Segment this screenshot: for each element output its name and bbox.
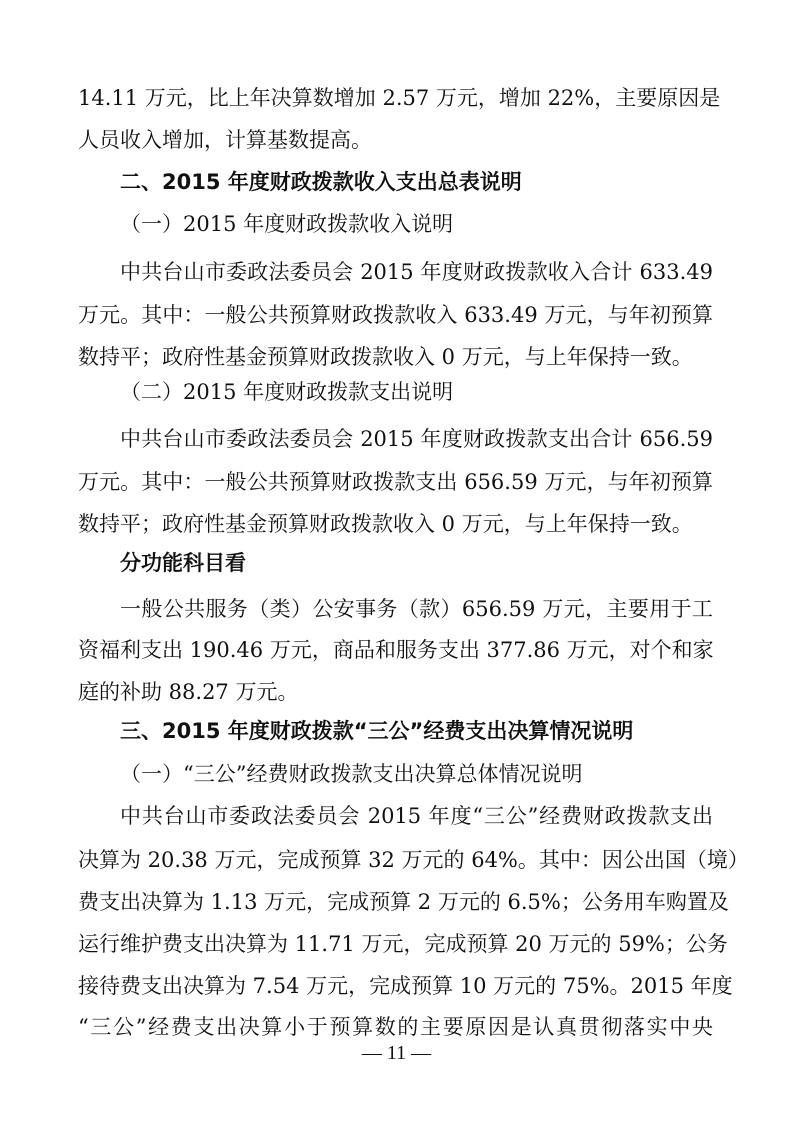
paragraph-line: 决算为 20.38 万元，完成预算 32 万元的 64%。其中：因公出国（境） bbox=[78, 848, 749, 872]
section-heading: 三、2015 年度财政拨款“三公”经费支出决算情况说明 bbox=[120, 719, 634, 743]
paragraph-line: 资福利支出 190.46 万元，商品和服务支出 377.86 万元，对个和家 bbox=[78, 638, 714, 662]
paragraph-line: 中共台山市委政法委员会 2015 年度财政拨款收入合计 633.49 bbox=[120, 260, 713, 284]
paragraph-line: 数持平；政府性基金预算财政拨款收入 0 万元，与上年保持一致。 bbox=[78, 345, 693, 369]
subsection-heading: （二）2015 年度财政拨款支出说明 bbox=[120, 380, 454, 404]
paragraph-line: 接待费支出决算为 7.54 万元，完成预算 10 万元的 75%。2015 年度 bbox=[78, 974, 733, 998]
paragraph-line: 中共台山市委政法委员会 2015 年度财政拨款支出合计 656.59 bbox=[120, 427, 713, 451]
subsection-heading: （一）“三公”经费财政拨款支出决算总体情况说明 bbox=[120, 762, 583, 786]
paragraph-line: 14.11 万元，比上年决算数增加 2.57 万元，增加 22%，主要原因是 bbox=[78, 86, 721, 110]
paragraph-line: “三公”经费支出决算小于预算数的主要原因是认真贯彻落实中央 bbox=[78, 1015, 713, 1039]
section-heading: 二、2015 年度财政拨款收入支出总表说明 bbox=[120, 170, 522, 194]
subsection-heading: （一）2015 年度财政拨款收入说明 bbox=[120, 212, 454, 236]
section-heading: 分功能科目看 bbox=[120, 551, 246, 575]
paragraph-line: 庭的补助 88.27 万元。 bbox=[78, 680, 299, 704]
paragraph-line: 一般公共服务（类）公安事务（款）656.59 万元，主要用于工 bbox=[120, 597, 713, 621]
paragraph-line: 费支出决算为 1.13 万元，完成预算 2 万元的 6.5%；公务用车购置及 bbox=[78, 890, 729, 914]
paragraph-line: 人员收入增加，计算基数提高。 bbox=[78, 128, 372, 152]
paragraph-line: 万元。其中：一般公共预算财政拨款收入 633.49 万元，与年初预算 bbox=[78, 303, 713, 327]
page-number: — 11 — bbox=[361, 1042, 432, 1064]
paragraph-line: 中共台山市委政法委员会 2015 年度“三公”经费财政拨款支出 bbox=[120, 804, 713, 828]
paragraph-line: 万元。其中：一般公共预算财政拨款支出 656.59 万元，与年初预算 bbox=[78, 470, 713, 494]
paragraph-line: 运行维护费支出决算为 11.71 万元，完成预算 20 万元的 59%；公务 bbox=[78, 932, 728, 956]
paragraph-line: 数持平；政府性基金预算财政拨款收入 0 万元，与上年保持一致。 bbox=[78, 512, 693, 536]
